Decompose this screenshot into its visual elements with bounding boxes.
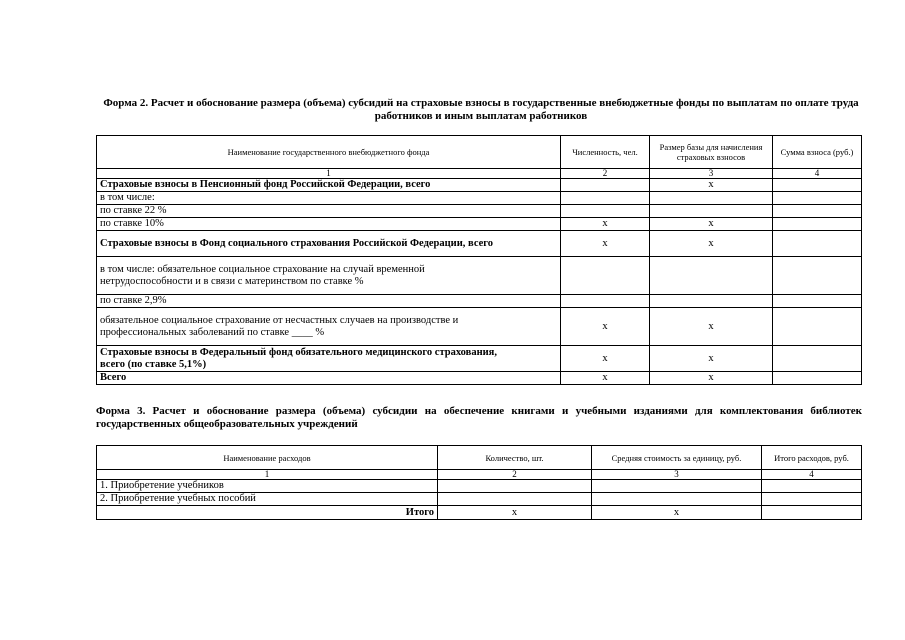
form3-colnum-2: 2 bbox=[438, 470, 592, 480]
row-count: x bbox=[561, 346, 650, 372]
row-sum bbox=[773, 346, 862, 372]
table-row bbox=[97, 205, 862, 218]
row-name: Страховые взносы в Пенсионный фонд Российской Федерации, всего bbox=[97, 179, 561, 192]
row-base: x bbox=[650, 372, 773, 385]
table-row bbox=[97, 192, 862, 205]
row-count bbox=[561, 179, 650, 192]
row-total bbox=[762, 480, 862, 493]
row-sum bbox=[773, 231, 862, 257]
row-base: x bbox=[650, 218, 773, 231]
row-name: в том числе: обязательное социальное страхование на случай временной нетрудоспособности и в связи с материнством по ставке % bbox=[97, 257, 561, 295]
row-name: по ставке 10% bbox=[97, 218, 561, 231]
row-base: x bbox=[650, 231, 773, 257]
row-name: по ставке 2,9% bbox=[97, 295, 561, 308]
table-row bbox=[97, 480, 862, 493]
table-row bbox=[97, 308, 862, 346]
row-base bbox=[650, 257, 773, 295]
row-base bbox=[650, 192, 773, 205]
form2-colnum-3: 3 bbox=[650, 169, 773, 179]
row-base: x bbox=[650, 179, 773, 192]
total-qty: x bbox=[438, 506, 592, 520]
form2-table bbox=[96, 135, 862, 385]
form3-title: Форма 3. Расчет и обоснование размера (объема) субсидии на обеспечение книгами и учебными изданиями для комплектования библиотек государственных общеобразовательных учреждений bbox=[96, 405, 862, 430]
row-sum bbox=[773, 308, 862, 346]
row-qty bbox=[438, 493, 592, 506]
row-count bbox=[561, 295, 650, 308]
row-base: x bbox=[650, 308, 773, 346]
row-sum bbox=[773, 192, 862, 205]
table-row bbox=[97, 231, 862, 257]
table-row bbox=[97, 372, 862, 385]
row-name: 2. Приобретение учебных пособий bbox=[97, 493, 438, 506]
total-sum bbox=[762, 506, 862, 520]
form2-header-base: Размер базы для начисления страховых взносов bbox=[650, 136, 773, 169]
total-avg-cost: x bbox=[592, 506, 762, 520]
row-avg-cost bbox=[592, 493, 762, 506]
form2-header-count: Численность, чел. bbox=[561, 136, 650, 169]
total-label: Итого bbox=[97, 506, 438, 520]
table-row bbox=[97, 346, 862, 372]
row-count bbox=[561, 205, 650, 218]
row-name: по ставке 22 % bbox=[97, 205, 561, 218]
form3-table bbox=[96, 445, 862, 520]
row-base: x bbox=[650, 346, 773, 372]
form3-header-qty: Количество, шт. bbox=[438, 446, 592, 470]
form3-colnum-3: 3 bbox=[592, 470, 762, 480]
row-name: в том числе: bbox=[97, 192, 561, 205]
row-count bbox=[561, 257, 650, 295]
row-sum bbox=[773, 218, 862, 231]
table-row bbox=[97, 218, 862, 231]
row-name: 1. Приобретение учебников bbox=[97, 480, 438, 493]
form2-colnum-1: 1 bbox=[97, 169, 561, 179]
row-sum bbox=[773, 295, 862, 308]
row-base bbox=[650, 205, 773, 218]
row-name: Всего bbox=[97, 372, 561, 385]
row-name: обязательное социальное страхование от несчастных случаев на производстве и профессиональных заболеваний по ставке ____ % bbox=[97, 308, 561, 346]
row-count: x bbox=[561, 231, 650, 257]
row-count bbox=[561, 192, 650, 205]
form2-colnum-4: 4 bbox=[773, 169, 862, 179]
row-name: Страховые взносы в Федеральный фонд обязательного медицинского страхования, всего (по ставке 5,1%) bbox=[97, 346, 561, 372]
form3-header-total: Итого расходов, руб. bbox=[762, 446, 862, 470]
form3-header-name: Наименование расходов bbox=[97, 446, 438, 470]
form2-header-fund: Наименование государственного внебюджетного фонда bbox=[97, 136, 561, 169]
row-sum bbox=[773, 372, 862, 385]
row-count: x bbox=[561, 308, 650, 346]
form2-header-sum: Сумма взноса (руб.) bbox=[773, 136, 862, 169]
form2-title: Форма 2. Расчет и обоснование размера (объема) субсидий на страховые взносы в государственные внебюджетные фонды по выплатам по оплате труда работников и иным выплатам работников bbox=[103, 97, 859, 122]
table-row bbox=[97, 493, 862, 506]
row-sum bbox=[773, 257, 862, 295]
row-total bbox=[762, 493, 862, 506]
row-base bbox=[650, 295, 773, 308]
row-sum bbox=[773, 205, 862, 218]
form3-colnum-1: 1 bbox=[97, 470, 438, 480]
form3-colnum-4: 4 bbox=[762, 470, 862, 480]
row-qty bbox=[438, 480, 592, 493]
form2-colnum-2: 2 bbox=[561, 169, 650, 179]
row-sum bbox=[773, 179, 862, 192]
table-row bbox=[97, 179, 862, 192]
row-name: Страховые взносы в Фонд социального страхования Российской Федерации, всего bbox=[97, 231, 561, 257]
table-row bbox=[97, 257, 862, 295]
row-avg-cost bbox=[592, 480, 762, 493]
table-row bbox=[97, 295, 862, 308]
form3-header-avg-cost: Средняя стоимость за единицу, руб. bbox=[592, 446, 762, 470]
table-row-total bbox=[97, 506, 862, 520]
row-count: x bbox=[561, 372, 650, 385]
row-count: x bbox=[561, 218, 650, 231]
